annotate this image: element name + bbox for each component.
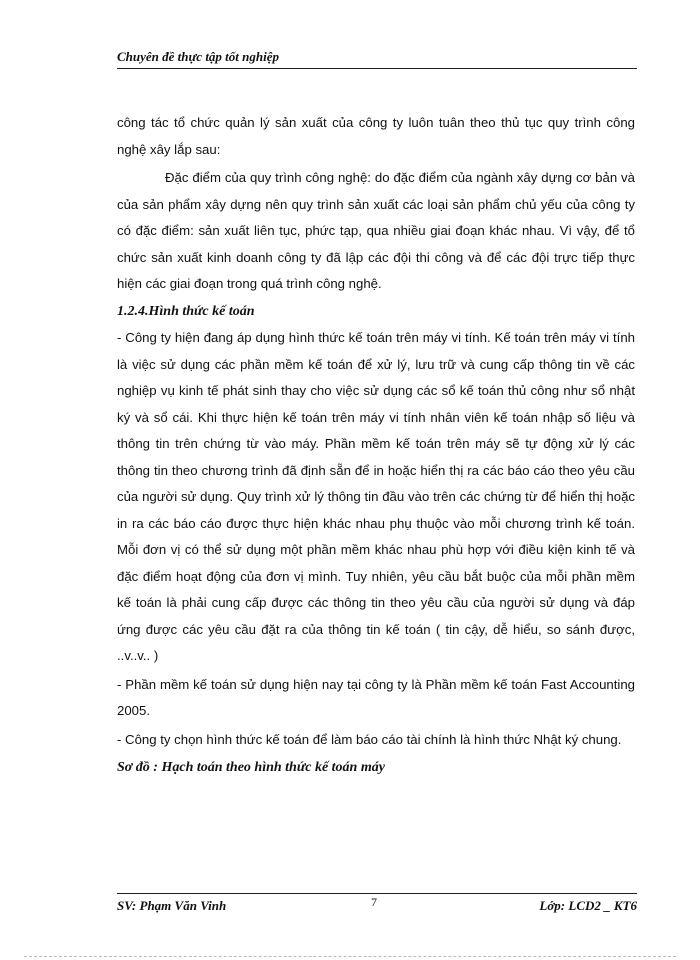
paragraph-intro: công tác tổ chức quản lý sản xuất của công ty luôn tuân theo thủ tục quy trình công nghệ xây lắp sau: <box>117 115 635 157</box>
page-header <box>117 48 637 69</box>
header-title: Chuyên đề thực tập tốt nghiệp <box>117 49 279 64</box>
paragraph-software: - Phần mềm kế toán sử dụng hiện nay tại công ty là Phần mềm kế toán Fast Accounting 2005. <box>117 676 635 718</box>
section-heading-accounting-form: 1.2.4.Hình thức kế toán <box>117 303 255 319</box>
footer-class: Lớp: LCD2 _ KT6 <box>539 898 637 913</box>
page-bottom-divider <box>24 956 676 957</box>
footer-student-name: SV: Phạm Văn Vinh <box>117 898 227 913</box>
paragraph-process-characteristics: Đặc điểm của quy trình công nghệ: do đặc điểm của ngành xây dựng cơ bản và của sản phẩm xây dựng nên quy trình sản xuất các loại sản phẩm chủ yếu của công ty có đặc điểm: sản xuất liên tục, phức tạp, qua nhiều giai đoạn khác nhau. Vì vậy, để tổ chức sản xuất kinh doanh công ty đã lập các đội thi công và để các đội trực tiếp thực hiện các giai đoạn trong quá trình công nghệ. <box>117 170 635 291</box>
footer-page-number: 7 <box>371 895 377 909</box>
document-body <box>117 110 635 782</box>
page-footer <box>117 893 637 920</box>
section-heading-diagram: Sơ đồ : Hạch toán theo hình thức kế toán máy <box>117 760 385 775</box>
paragraph-journal-form: - Công ty chọn hình thức kế toán để làm báo cáo tài chính là hình thức Nhật ký chung. <box>117 731 622 747</box>
paragraph-computer-accounting: - Công ty hiện đang áp dụng hình thức kế toán trên máy vi tính. Kế toán trên máy vi tính là việc sử dụng các phần mềm kế toán để xử lý, lưu trữ và cung cấp thông tin về các nghiệp vụ kinh tế phát sinh thay cho việc sử dụng các sổ kế toán thủ công như sổ nhật ký và sổ cái. Khi thực hiện kế toán trên máy vi tính nhân viên kế toán nhập số liệu và thông tin trên chứng từ vào máy. Phần mềm kế toán trên máy sẽ tự động xử lý các thông tin theo chương trình đã định sẵn để in hoặc hiển thị ra các báo cáo theo yêu cầu của người sử dụng. Quy trình xử lý thông tin đầu vào trên các chứng từ để hiển thị hoặc in ra các báo cáo được thực hiện khác nhau phụ thuộc vào mỗi chương trình kế toán. Mỗi đơn vị có thể sử dụng một phần mềm khác nhau phù hợp với điều kiện kinh tế và đặc điểm hoạt động của đơn vị mình. Tuy nhiên, yêu cầu bắt buộc của mỗi phần mềm kế toán là phải cung cấp được các thông tin theo yêu cầu của người sử dụng và đáp ứng được các yêu cầu đặt ra của thông tin kế toán ( tin cậy, dễ hiểu, so sánh được, ..v..v.. ) <box>117 330 635 663</box>
